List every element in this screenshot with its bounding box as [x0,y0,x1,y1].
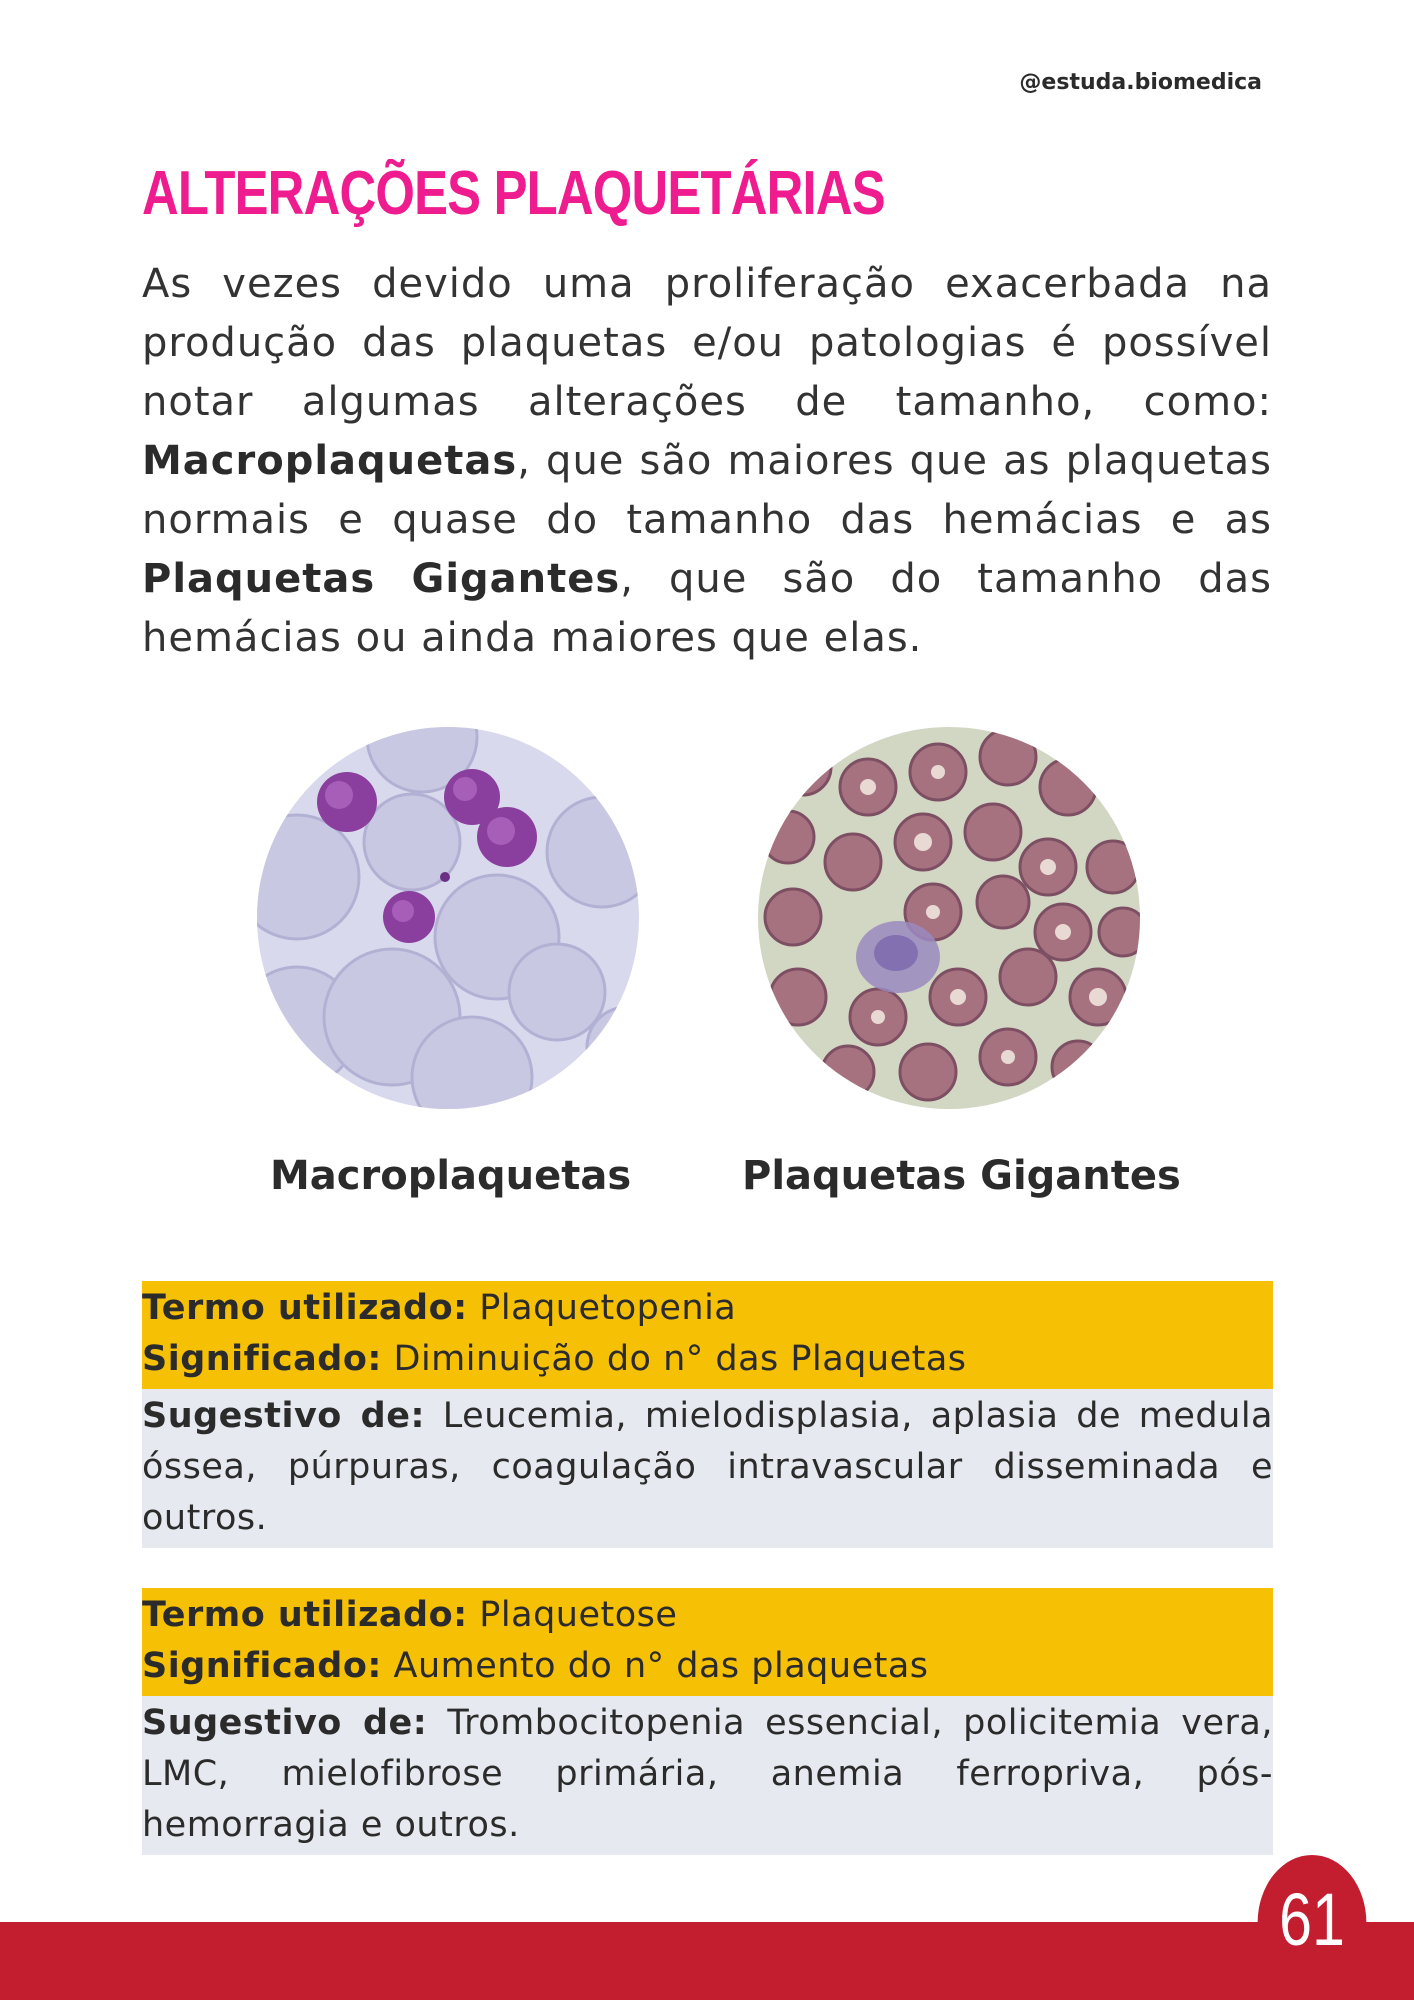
author-handle: @estuda.biomedica [1019,70,1262,95]
box-highlight [142,1281,1273,1389]
termo-label: Termo utilizado: [142,1288,468,1328]
page-title: ALTERAÇÕES PLAQUETÁRIAS [142,159,885,228]
info-box-plaquetopenia [142,1281,1273,1548]
significado-row [142,1334,1273,1385]
termo-value: Plaquetose [479,1595,678,1635]
sugestivo-label: Sugestivo de: [142,1703,428,1743]
intro-text-2: , que são maiores que as plaquetas normais e quase do tamanho das hemácias e as [142,438,1272,543]
intro-text-3: , que são do tamanho das hemácias ou ainda maiores que elas. [142,556,1272,661]
caption-macroplaquetas: Macroplaquetas [270,1153,632,1199]
term-macroplaquetas: Macroplaquetas [142,438,518,484]
term-plaquetas-gigantes: Plaquetas Gigantes [142,556,621,602]
plaquetas-gigantes-micrograph [758,727,1140,1109]
significado-label: Significado: [142,1646,382,1686]
significado-label: Significado: [142,1339,382,1379]
sugestivo-value: Trombocitopenia essencial, policitemia vera, LMC, mielofibrose primária, anemia ferropriva, pós-hemorragia e outros. [142,1703,1274,1845]
page-number: 61 [1258,1855,1367,1991]
macroplaquetas-micrograph [257,727,639,1109]
termo-row [142,1590,1273,1641]
footer-bar [0,1922,1414,2000]
sugestivo-row [142,1696,1273,1855]
termo-row [142,1283,1273,1334]
sugestivo-label: Sugestivo de: [142,1396,425,1436]
intro-text-1: As vezes devido uma proliferação exacerbada na produção das plaquetas e/ou patologias é possível notar algumas alterações de tamanho, como: [142,261,1272,425]
box-highlight [142,1588,1273,1696]
intro-paragraph [142,255,1272,668]
sugestivo-row [142,1389,1273,1548]
caption-plaquetas-gigantes: Plaquetas Gigantes [742,1153,1181,1199]
info-box-plaquetose [142,1588,1273,1855]
termo-label: Termo utilizado: [142,1595,468,1635]
significado-row [142,1641,1273,1692]
significado-value: Diminuição do n° das Plaquetas [393,1339,967,1379]
significado-value: Aumento do n° das plaquetas [393,1646,929,1686]
termo-value: Plaquetopenia [479,1288,737,1328]
sugestivo-value: Leucemia, mielodisplasia, aplasia de medula óssea, púrpuras, coagulação intravascular disseminada e outros. [142,1396,1273,1538]
